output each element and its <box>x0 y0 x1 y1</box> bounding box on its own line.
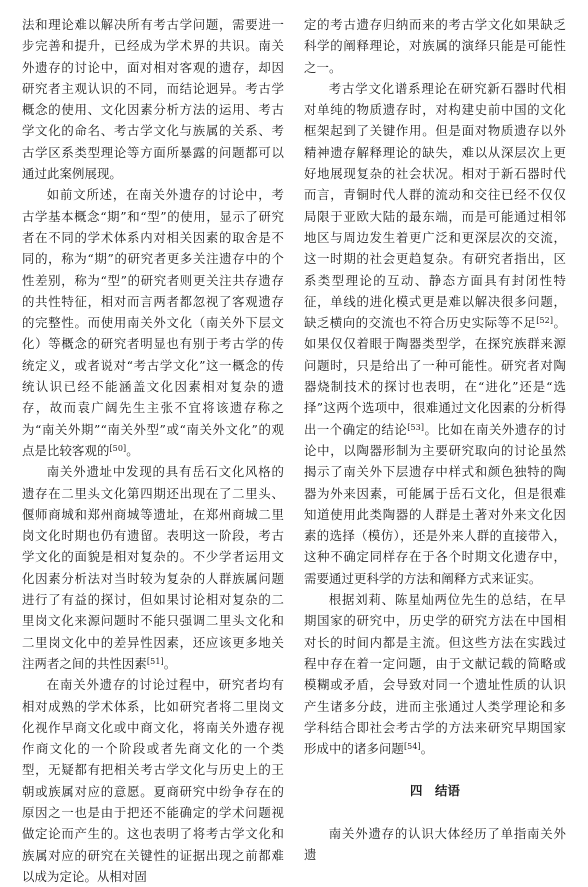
paragraph-text: 。 <box>126 442 139 458</box>
paragraph-text: 在南关外遗存的讨论过程中，研究者均有相对成熟的学术体系，比如研究者将二里岗文化视作早商文化或中商文化，将南关外遗存视作商文化的一个阶段或者先商文化的一个类型，无疑都有把相关考古学文化与历史上的王朝或族属对应的意愿。夏商研究中纷争存在的原因之一也是由于把还不能确定的学术问题视做定论而产生的。这也表明了将考古学文化和族属对应的研究在关键性的证据出现之前都难以成为定论。从相对固 <box>22 677 284 884</box>
right-column <box>304 14 566 865</box>
citation-marker[interactable]: [50] <box>109 443 127 453</box>
citation-marker[interactable]: [51] <box>146 656 164 666</box>
body-paragraph <box>22 184 284 461</box>
paragraph-text: 南关外遗址中发现的具有岳石文化风格的遗存在二里头文化第四期还出现在了二里头、偃师商城和郑州商城等遗址，在郑州商城二里岗文化时期也仍有遗留。表明这一阶段，考古学文化的面貌是相对复杂的。不少学者运用文化因素分析法对当时较为复杂的人群族属问题进行了有益的探讨，但如果讨论相对复杂的二里岗文化来源问题时不能只强调二里头文化和二里岗文化中的差异性因素，还应该更多地关注两者之间的共性因素 <box>22 464 284 671</box>
body-paragraph <box>22 461 284 674</box>
citation-marker[interactable]: [54] <box>403 742 421 752</box>
body-paragraph <box>22 674 284 887</box>
body-paragraph <box>304 589 566 759</box>
body-paragraph <box>304 78 566 589</box>
paragraph-text: 定的考古遗存归纳而来的考古学文化如果缺乏科学的阐释理论，对族属的演绎只能是可能性之一。 <box>304 17 566 75</box>
left-column <box>22 14 284 887</box>
paragraph-text: 。 <box>420 741 434 757</box>
paragraph-text: 。如果仅仅着眼于陶器类型学，在探究族群来源问题时，只是给出了一种可能性。研究者对陶器烧制技术的探讨也表明，在“进化”还是“选择”这两个选项中，很难通过文化因素的分析得出一个确定的结论 <box>304 315 566 437</box>
body-paragraph <box>22 14 284 184</box>
citation-marker[interactable]: [52] <box>536 316 554 326</box>
citation-marker[interactable]: [53] <box>407 422 425 432</box>
paragraph-text: 法和理论难以解决所有考古学问题，需要进一步完善和提升，已经成为学术界的共识。南关外遗存的讨论中，面对相对客观的遗存，却因研究者主观认识的不同，而结论迥异。考古学概念的使用、文化因素分析方法的运用、考古学文化的命名、考古学文化与族属的关系、考古学区系类型理论等方面所暴露的问题都可以通过此案例展现。 <box>22 17 284 182</box>
paragraph-text: 根据刘莉、陈星灿两位先生的总结，在早期国家的研究中，历史学的研究方法在中国相对长的时间内都是主流。但这些方法在实践过程中存在着一定问题，由于文献记载的简略或模糊或矛盾，会导致对同一个遗址性质的认识产生诸多分歧，进而主张通过人类学理论和多学科结合即社会考古学的方法来研究早期国家形成中的诸多问题 <box>304 592 566 757</box>
paragraph-text: 。比如在南关外遗存的讨论中，以陶器形制为主要研究取向的讨论虽然揭示了南关外下层遗存中样式和颜色独特的陶器为外来因素，可能属于岳石文化，但是很难知道使用此类陶器的人群是土著对外来文化因素的选择（模仿），还是外来人群的直接带入，这种不确定同样存在于各个时期文化遗存中，需要通过更科学的方法和阐释方式来证实。 <box>304 421 566 586</box>
body-paragraph <box>304 14 566 78</box>
paragraph-text: 如前文所述，在南关外遗存的讨论中，考古学基本概念“期”和“型”的使用，显示了研究者在不同的学术体系内对相关因素的取舍是不同的，称为“期”的研究者更多关注遗存中的个性差别，称为“型”的研究者则更关注共存遗存的共性特征，相对而言两者都忽视了客观遗存的完整性。而使用南关外文化（南关外下层文化）等概念的研究者明显也有别于考古学的传统定义，或者说对“考古学文化”这一概念的传统认识已经不能涵盖文化因素相对复杂的遗存，故而袁广阔先生主张不宜将该遗存称之为“南关外期”“南关外型”或“南关外文化”的观点是比较客观的 <box>22 187 284 458</box>
paragraph-text: 考古学文化谱系理论在研究新石器时代相对单纯的物质遗存时，对构建史前中国的文化框架起到了关键作用。但是面对物质遗存以外精神遗存解释理论的缺失，难以从深层次上更好地展现复杂的社会状况。相对于新石器时代而言，青铜时代人群的流动和交往已经不仅仅局限于亚欧大陆的最东端，而是可能通过相邻地区与周边发生着更广泛和更深层次的交流，这一时期的社会更趋复杂。有研究者指出，区系类型理论的互动、静态方面具有封闭性特征，单线的进化模式更是难以解决很多问题，缺乏横向的交流也不符合历史实际等不足 <box>304 80 566 331</box>
paragraph-text: 南关外遗存的认识大体经历了单指南关外遗 <box>304 825 566 862</box>
paragraph-text: 。 <box>163 655 177 671</box>
body-paragraph <box>304 823 566 866</box>
section-heading: 四 结语 <box>410 783 460 799</box>
